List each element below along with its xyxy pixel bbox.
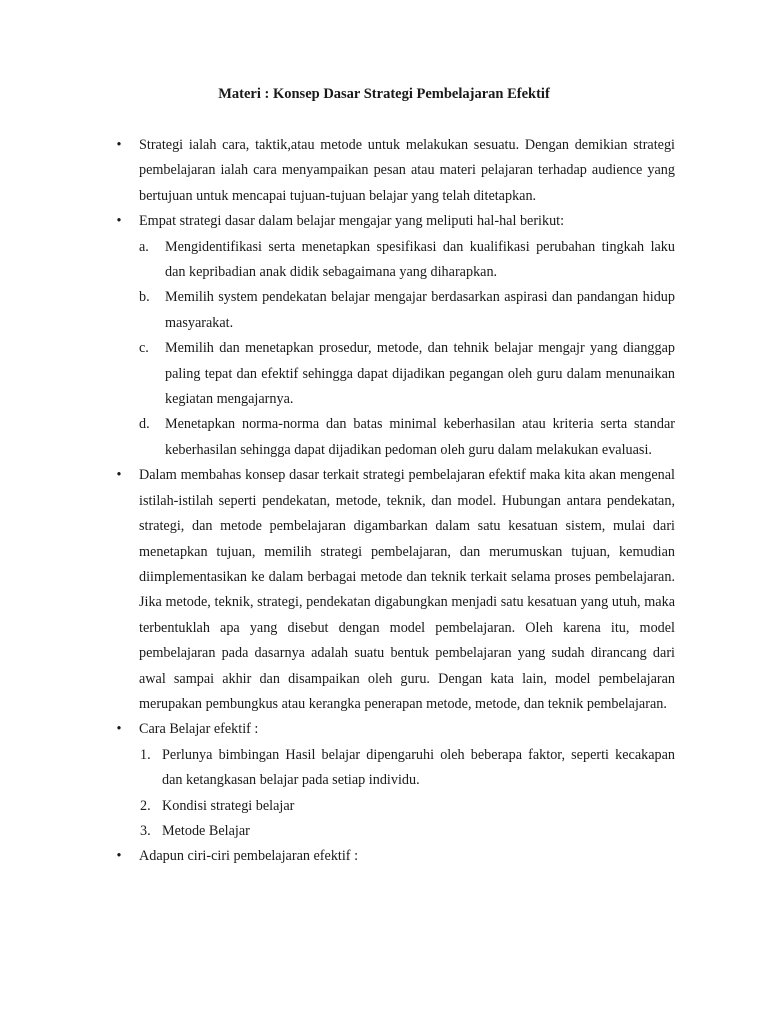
bullet-icon: • xyxy=(116,137,122,153)
bullet-item xyxy=(113,463,675,717)
list-item-label: d. xyxy=(139,416,150,433)
bullet-icon: • xyxy=(116,721,122,738)
bullet-text: Empat strategi dasar dalam belajar mengajar yang meliputi hal-hal berikut: xyxy=(139,213,565,230)
list-item-text: Perlunya bimbingan Hasil belajar dipengaruhi oleh beberapa faktor, seperti kecakapan dan ketangkasan belajar pada setiap individu. xyxy=(162,746,675,789)
list-item-text: Metode Belajar xyxy=(162,822,250,839)
list-item-label: 3. xyxy=(140,822,151,839)
list-item-label: c. xyxy=(139,340,149,357)
bullet-icon: • xyxy=(116,213,122,230)
bullet-text: Strategi ialah cara, taktik,atau metode untuk melakukan sesuatu. Dengan demikian strategi pembelajaran ialah cara menyampaikan pesan atau materi pelajaran terhadap audience yang bertujuan untuk mencapai tujuan-tujuan belajar yang telah ditetapkan. xyxy=(139,137,675,204)
list-item-text: Memilih system pendekatan belajar mengajar berdasarkan aspirasi dan pandangan hidup masyarakat. xyxy=(165,289,675,331)
bullet-item xyxy=(113,133,675,209)
list-item xyxy=(139,412,675,463)
bullet-item xyxy=(113,717,675,742)
bullet-text: Dalam membahas konsep dasar terkait strategi pembelajaran efektif maka kita akan mengenal istilah-istilah seperti pendekatan, metode, teknik, dan model. Hubungan antara pendekatan, strategi, dan metode pembelajaran digambarkan dalam satu kesatuan sistem, mulai dari menetapkan tujuan, memilih strategi pembelajaran, dan merumuskan tujuan, kemudian diimplementasikan ke dalam berbagai metode dan teknik terkait selama proses pembelajaran. Jika metode, teknik, strategi, pendekatan digabungkan menjadi satu kesatuan yang utuh, maka terbentuklah apa yang disebut dengan model pembelajaran. Oleh karena itu, model pembelajaran pada dasarnya adalah suatu bentuk pembelajaran yang sudah dirancang dari awal sampai akhir dan disampaikan oleh guru. Dengan kata lain, model pembelajaran merupakan pembungkus atau kerangka penerapan metode, metode, dan teknik pembelajaran. xyxy=(139,467,675,712)
list-item-label: 2. xyxy=(140,797,151,814)
bullet-text: Adapun ciri-ciri pembelajaran efektif : xyxy=(139,848,359,865)
list-item-label: 1. xyxy=(140,746,151,763)
list-item xyxy=(140,743,675,794)
list-item-text: Kondisi strategi belajar xyxy=(162,797,295,814)
bullet-text: Cara Belajar efektif : xyxy=(139,721,259,738)
bullet-item xyxy=(113,844,675,869)
numbered-list xyxy=(140,743,675,845)
list-item-text: Mengidentifikasi serta menetapkan spesifikasi dan kualifikasi perubahan tingkah laku dan kepribadian anak didik sebagaimana yang diharapkan. xyxy=(165,238,675,281)
list-item xyxy=(140,819,675,844)
list-item-label: a. xyxy=(139,238,149,255)
list-item xyxy=(139,336,675,412)
document-body xyxy=(113,133,675,870)
list-item-text: Menetapkan norma-norma dan batas minimal keberhasilan atau kriteria serta standar keberhasilan sehingga dapat dijadikan pedoman oleh guru dalam melakukan evaluasi. xyxy=(165,416,675,458)
bullet-icon: • xyxy=(116,848,122,865)
list-item-text: Memilih dan menetapkan prosedur, metode, dan tehnik belajar mengajr yang dianggap paling tepat dan efektif sehingga dapat dijadikan pegangan oleh guru dalam menunaikan kegiatan mengajarnya. xyxy=(165,340,675,408)
list-item-label: b. xyxy=(139,289,150,306)
list-item xyxy=(139,235,675,286)
lettered-list xyxy=(139,235,675,464)
bullet-item xyxy=(113,209,675,234)
list-item xyxy=(140,794,675,819)
list-item xyxy=(139,285,675,336)
bullet-icon: • xyxy=(116,467,122,484)
document-title: Materi : Konsep Dasar Strategi Pembelajaran Efektif xyxy=(218,86,550,102)
